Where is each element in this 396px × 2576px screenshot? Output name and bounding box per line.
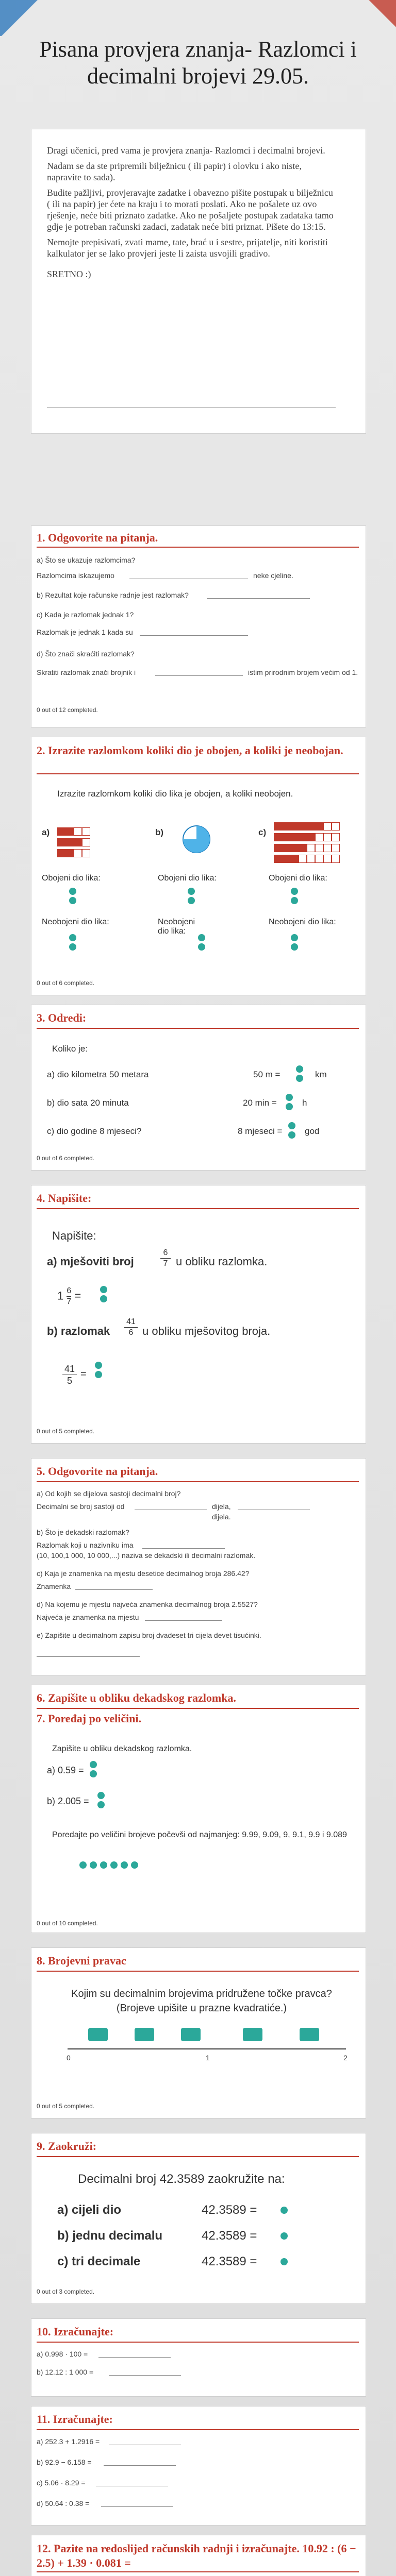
answer-dots[interactable]	[98, 1285, 109, 1303]
answer-input[interactable]	[142, 1541, 225, 1549]
tick-label: 0	[67, 2054, 71, 2062]
label-obojeni-c: Obojeni dio lika:	[269, 874, 327, 883]
answer-box[interactable]	[88, 2028, 108, 2041]
question-title: 11. Izračunajte:	[37, 2413, 113, 2426]
question-card-3	[31, 1005, 366, 1171]
question-text: Najveća je znamenka na mjestu	[37, 1613, 139, 1621]
question-text: b) 2.005 =	[47, 1796, 89, 1806]
number-line	[68, 2048, 346, 2049]
question-text: b) razlomak	[47, 1325, 110, 1337]
intro-text-4: Nemojte prepisivati, zvati mame, tate, brać u i sestre, prijatelje, niti koristiti kalkulator jer se lako provjeri jeste li zaista usvojili gradivo.	[47, 237, 328, 259]
answer-dots[interactable]	[279, 2231, 289, 2241]
question-text: Decimalni se broj sastoji od	[37, 1502, 125, 1511]
label-obojeni-a: Obojeni dio lika:	[42, 874, 101, 883]
decoration-left	[0, 0, 46, 36]
question-text: 42.3589 =	[202, 2203, 257, 2217]
question-image	[37, 1214, 360, 1420]
unit-label: h	[302, 1098, 307, 1108]
question-text: c) Kada je razlomak jednak 1?	[37, 611, 134, 619]
question-title: 7. Poređaj po veličini.	[37, 1712, 142, 1725]
question-text: 8 mjeseci =	[238, 1126, 283, 1136]
answer-input[interactable]	[104, 2458, 176, 2466]
question-heading: Decimalni broj 42.3589 zaokružite na:	[78, 2172, 285, 2186]
question-text: b) 92.9 − 6.158 =	[37, 2458, 92, 2466]
answer-input[interactable]	[135, 1502, 207, 1510]
answer-dots[interactable]	[294, 1064, 305, 1083]
answer-dots[interactable]	[287, 1121, 297, 1140]
question-text: a) 252.3 + 1.2916 =	[37, 2437, 100, 2446]
question-text: u obliku mješovitog broja.	[142, 1325, 271, 1337]
question-text: Razlomak je jednak 1 kada su	[37, 628, 133, 636]
fraction-numerator: 41	[126, 1317, 136, 1326]
label-b: b)	[155, 827, 164, 837]
question-text: dijela,	[212, 1502, 231, 1511]
answer-input[interactable]	[238, 1502, 310, 1510]
answer-dots-row[interactable]	[78, 1860, 140, 1870]
fraction-grid-c	[274, 822, 356, 866]
question-title: 6. Zapišite u obliku dekadskog razlomka.	[37, 1691, 236, 1704]
tick-label: 2	[343, 2054, 348, 2062]
question-card-8	[31, 1947, 366, 2119]
question-heading: Zapišite u obliku dekadskog razlomka.	[52, 1744, 192, 1753]
intro-text-3: Budite pažljivi, provjeravajte zadatke i obavezno pišite postupak u bilježnicu ( ili na papir) jer ćete na kraju i to morati poslati. Ako ne pošalete uz ovo rješenje, neće biti priznato zadatke. Ako ne pošaljete postupak zadataka tamo gdje je potreban računski zadaci, zadatak neće biti priznat. Pišete do 13:15.	[47, 188, 334, 232]
label-neobojeni-c: Neobojeni dio lika:	[269, 918, 336, 926]
question-heading: Napišite:	[52, 1229, 96, 1242]
question-text: a) dio kilometra 50 metara	[47, 1070, 149, 1079]
fraction-denominator: 7	[160, 1258, 171, 1269]
question-card-5	[31, 1458, 366, 1675]
question-text: 20 min =	[243, 1098, 277, 1108]
fraction	[160, 1248, 171, 1269]
question-title: 3. Odredi:	[37, 1011, 87, 1024]
question-text: a) 0.59 =	[47, 1765, 84, 1775]
question-card-2	[31, 737, 366, 995]
question-text: neke cjeline.	[253, 571, 293, 580]
intro-text-1: Dragi učenici, pred vama je provjera znanja- Razlomci i decimalni brojevi.	[47, 145, 325, 156]
label-c: c)	[258, 827, 267, 837]
answer-dots[interactable]	[96, 1791, 106, 1809]
question-text: b) Što je dekadski razlomak?	[37, 1528, 129, 1536]
answer-input[interactable]	[75, 1582, 153, 1590]
tick-label: 1	[206, 2054, 210, 2062]
question-text: Razlomcima iskazujemo	[37, 571, 114, 580]
fraction-circle-b	[181, 824, 212, 855]
completed-count: 0 out of 6 completed.	[37, 979, 95, 987]
question-text: b) dio sata 20 minuta	[47, 1098, 129, 1108]
question-text: e) Zapišite u decimalnom zapisu broj dvadeset tri cijela devet tisućinki.	[37, 1631, 261, 1639]
answer-input[interactable]	[96, 2479, 168, 2486]
question-text: (10, 100,1 000, 10 000,...) naziva se dekadski ili decimalni razlomak.	[37, 1551, 256, 1560]
completed-count: 0 out of 5 completed.	[37, 2103, 95, 2110]
question-text: a) Od kojih se dijelova sastoji decimalni broj?	[37, 1489, 181, 1498]
question-heading: Kojim su decimalnim brojevima pridružene točke pravca? (Brojeve upišite u prazne kvadratiće.)	[71, 1988, 332, 2014]
divider	[37, 773, 359, 774]
question-title: 2. Izrazite razlomkom koliki dio je obojen, a koliki je neobojan.	[37, 744, 343, 757]
question-title: 10. Izračunajte:	[37, 2325, 114, 2338]
completed-count: 0 out of 5 completed.	[37, 1428, 95, 1435]
fraction-denominator: 7	[67, 1297, 72, 1306]
answer-input[interactable]	[109, 2437, 181, 2445]
question-title: 4. Napišite:	[37, 1192, 92, 1205]
fraction-numerator: 41	[64, 1364, 75, 1374]
divider	[37, 1481, 359, 1482]
completed-count: 0 out of 12 completed.	[37, 706, 98, 714]
question-text: Poredajte po veličini brojeve počevši od najmanjeg: 9.99, 9.09, 9, 9.1, 9.9 i 9.089	[52, 1831, 347, 1839]
question-image	[37, 778, 360, 974]
question-image	[37, 1033, 360, 1147]
fraction-denominator: 6	[124, 1327, 138, 1338]
question-text: 50 m =	[253, 1070, 280, 1079]
label-neobojeni-a: Neobojeni dio lika:	[42, 918, 109, 926]
question-text: b) jednu decimalu	[57, 2229, 163, 2243]
answer-input[interactable]	[145, 1613, 222, 1621]
fraction-numerator: 6	[67, 1286, 72, 1295]
intro-sretno: SRETNO :)	[47, 269, 91, 279]
question-text: c) dio godine 8 mjeseci?	[47, 1126, 142, 1136]
question-title: 5. Odgovorite na pitanja.	[37, 1465, 158, 1478]
question-title: 1. Odgovorite na pitanja.	[37, 531, 158, 544]
question-text: d) 50.64 : 0.38 =	[37, 2499, 90, 2507]
divider	[37, 2571, 359, 2572]
question-card-10	[31, 2318, 366, 2397]
fraction-grid-a	[57, 827, 109, 860]
divider	[37, 1971, 359, 1972]
question-text: Skratiti razlomak znači brojnik i	[37, 668, 136, 676]
answer-box[interactable]	[135, 2028, 154, 2041]
question-text: Znamenka	[37, 1582, 71, 1590]
answer-dots[interactable]	[279, 2206, 289, 2215]
question-image	[37, 1976, 360, 2095]
decoration-right	[360, 0, 396, 31]
question-text: 42.3589 =	[202, 2229, 257, 2243]
question-text: a) mješoviti broj	[47, 1255, 134, 1268]
answer-input[interactable]	[37, 1649, 140, 1657]
answer-box[interactable]	[181, 2028, 201, 2041]
unit-label: km	[315, 1070, 327, 1079]
answer-box[interactable]	[243, 2028, 262, 2041]
question-card-1	[31, 526, 366, 727]
question-card-9	[31, 2133, 366, 2304]
answer-input[interactable]	[98, 2350, 171, 2358]
question-heading: Izrazite razlomkom koliki dio lika je obojen, a koliki neobojen.	[57, 789, 293, 799]
question-text: Razlomak koji u nazivniku ima	[37, 1541, 134, 1549]
answer-input[interactable]	[101, 2499, 173, 2507]
question-card-4	[31, 1185, 366, 1444]
question-title: 8. Brojevni pravac	[37, 1954, 126, 1967]
question-card-6	[31, 1685, 366, 1933]
page-title: Pisana provjera znanja- Razlomci i decimalni brojevi 29.05.	[39, 37, 357, 89]
label-neobojeni-b: Neobojeni dio lika:	[158, 918, 195, 936]
answer-dots[interactable]	[289, 887, 300, 905]
question-image	[37, 2162, 360, 2280]
label-a: a)	[42, 827, 50, 837]
question-heading: Koliko je:	[52, 1044, 88, 1054]
question-card-12	[31, 2535, 366, 2576]
answer-input[interactable]	[207, 591, 310, 599]
divider	[37, 1208, 359, 1209]
divider	[37, 547, 359, 548]
question-text: d) Što znači skraćiti razlomak?	[37, 650, 135, 658]
answer-dots[interactable]	[284, 1093, 294, 1111]
mixed-whole: 1	[57, 1289, 64, 1302]
answer-input[interactable]	[155, 668, 243, 676]
question-text: b) Rezultat koje računske radnje jest razlomak?	[37, 591, 189, 599]
answer-dots[interactable]	[68, 933, 78, 952]
question-text: c) 5.06 · 8.29 =	[37, 2479, 86, 2487]
completed-count: 0 out of 6 completed.	[37, 1155, 95, 1162]
fraction	[62, 1363, 77, 1386]
intro-text-2: Nadam se da ste pripremili bilježnicu ( ili papir) i olovku i ako niste, napravite to sada).	[47, 161, 302, 182]
answer-dots[interactable]	[88, 1760, 98, 1778]
divider	[37, 1028, 359, 1029]
question-text: c) Kaja je znamenka na mjestu desetice decimalnog broja 286.42?	[37, 1569, 250, 1578]
fraction-denominator: 5	[62, 1375, 77, 1386]
question-text: a) cijeli dio	[57, 2203, 122, 2217]
question-text: d) Na kojemu je mjestu najveća znamenka decimalnog broja 2.5527?	[37, 1600, 258, 1608]
fraction-numerator: 6	[163, 1248, 168, 1257]
mixed-number: $1 \frac{6}{7}$ =	[57, 1286, 81, 1306]
divider	[37, 2342, 359, 2343]
intro-card	[31, 129, 366, 434]
answer-dots[interactable]	[196, 933, 207, 952]
top-decoration	[0, 0, 396, 31]
question-text: a) Što se ukazuje razlomcima?	[37, 556, 136, 564]
label-obojeni-b: Obojeni dio lika:	[158, 874, 217, 883]
answer-input[interactable]	[140, 628, 248, 636]
question-text: u obliku razlomka.	[176, 1255, 268, 1268]
question-title: 12. Pazite na redoslijed računskih radnji i izračunajte. 10.92 : (6 − 2.5) + 1.39 · 0.081 =	[37, 2542, 356, 2569]
question-text: 42.3589 =	[202, 2255, 257, 2268]
question-card-11	[31, 2406, 366, 2526]
question-text: a) 0.998 · 100 =	[37, 2350, 88, 2358]
fraction	[124, 1317, 138, 1338]
question-text: dijela.	[212, 1513, 231, 1521]
answer-dots[interactable]	[289, 933, 300, 952]
unit-label: god	[305, 1126, 320, 1136]
question-title: 9. Zaokruži:	[37, 2140, 97, 2153]
answer-input[interactable]	[129, 571, 248, 579]
divider	[37, 2429, 359, 2430]
completed-count: 0 out of 3 completed.	[37, 2288, 95, 2295]
completed-count: 0 out of 10 completed.	[37, 1920, 98, 1927]
answer-dots[interactable]	[279, 2257, 289, 2266]
answer-dots[interactable]	[68, 887, 78, 905]
divider	[37, 1708, 359, 1709]
question-image	[37, 1734, 360, 1914]
answer-dots[interactable]	[186, 887, 196, 905]
answer-dots[interactable]	[93, 1361, 104, 1379]
divider	[37, 2156, 359, 2157]
answer-box[interactable]	[300, 2028, 319, 2041]
question-text: b) 12.12 : 1 000 =	[37, 2368, 94, 2376]
answer-input[interactable]	[109, 2368, 181, 2376]
question-text: c) tri decimale	[57, 2255, 141, 2268]
question-text: istim prirodnim brojem većim od 1.	[248, 668, 358, 676]
equals-sign: =	[80, 1368, 87, 1380]
